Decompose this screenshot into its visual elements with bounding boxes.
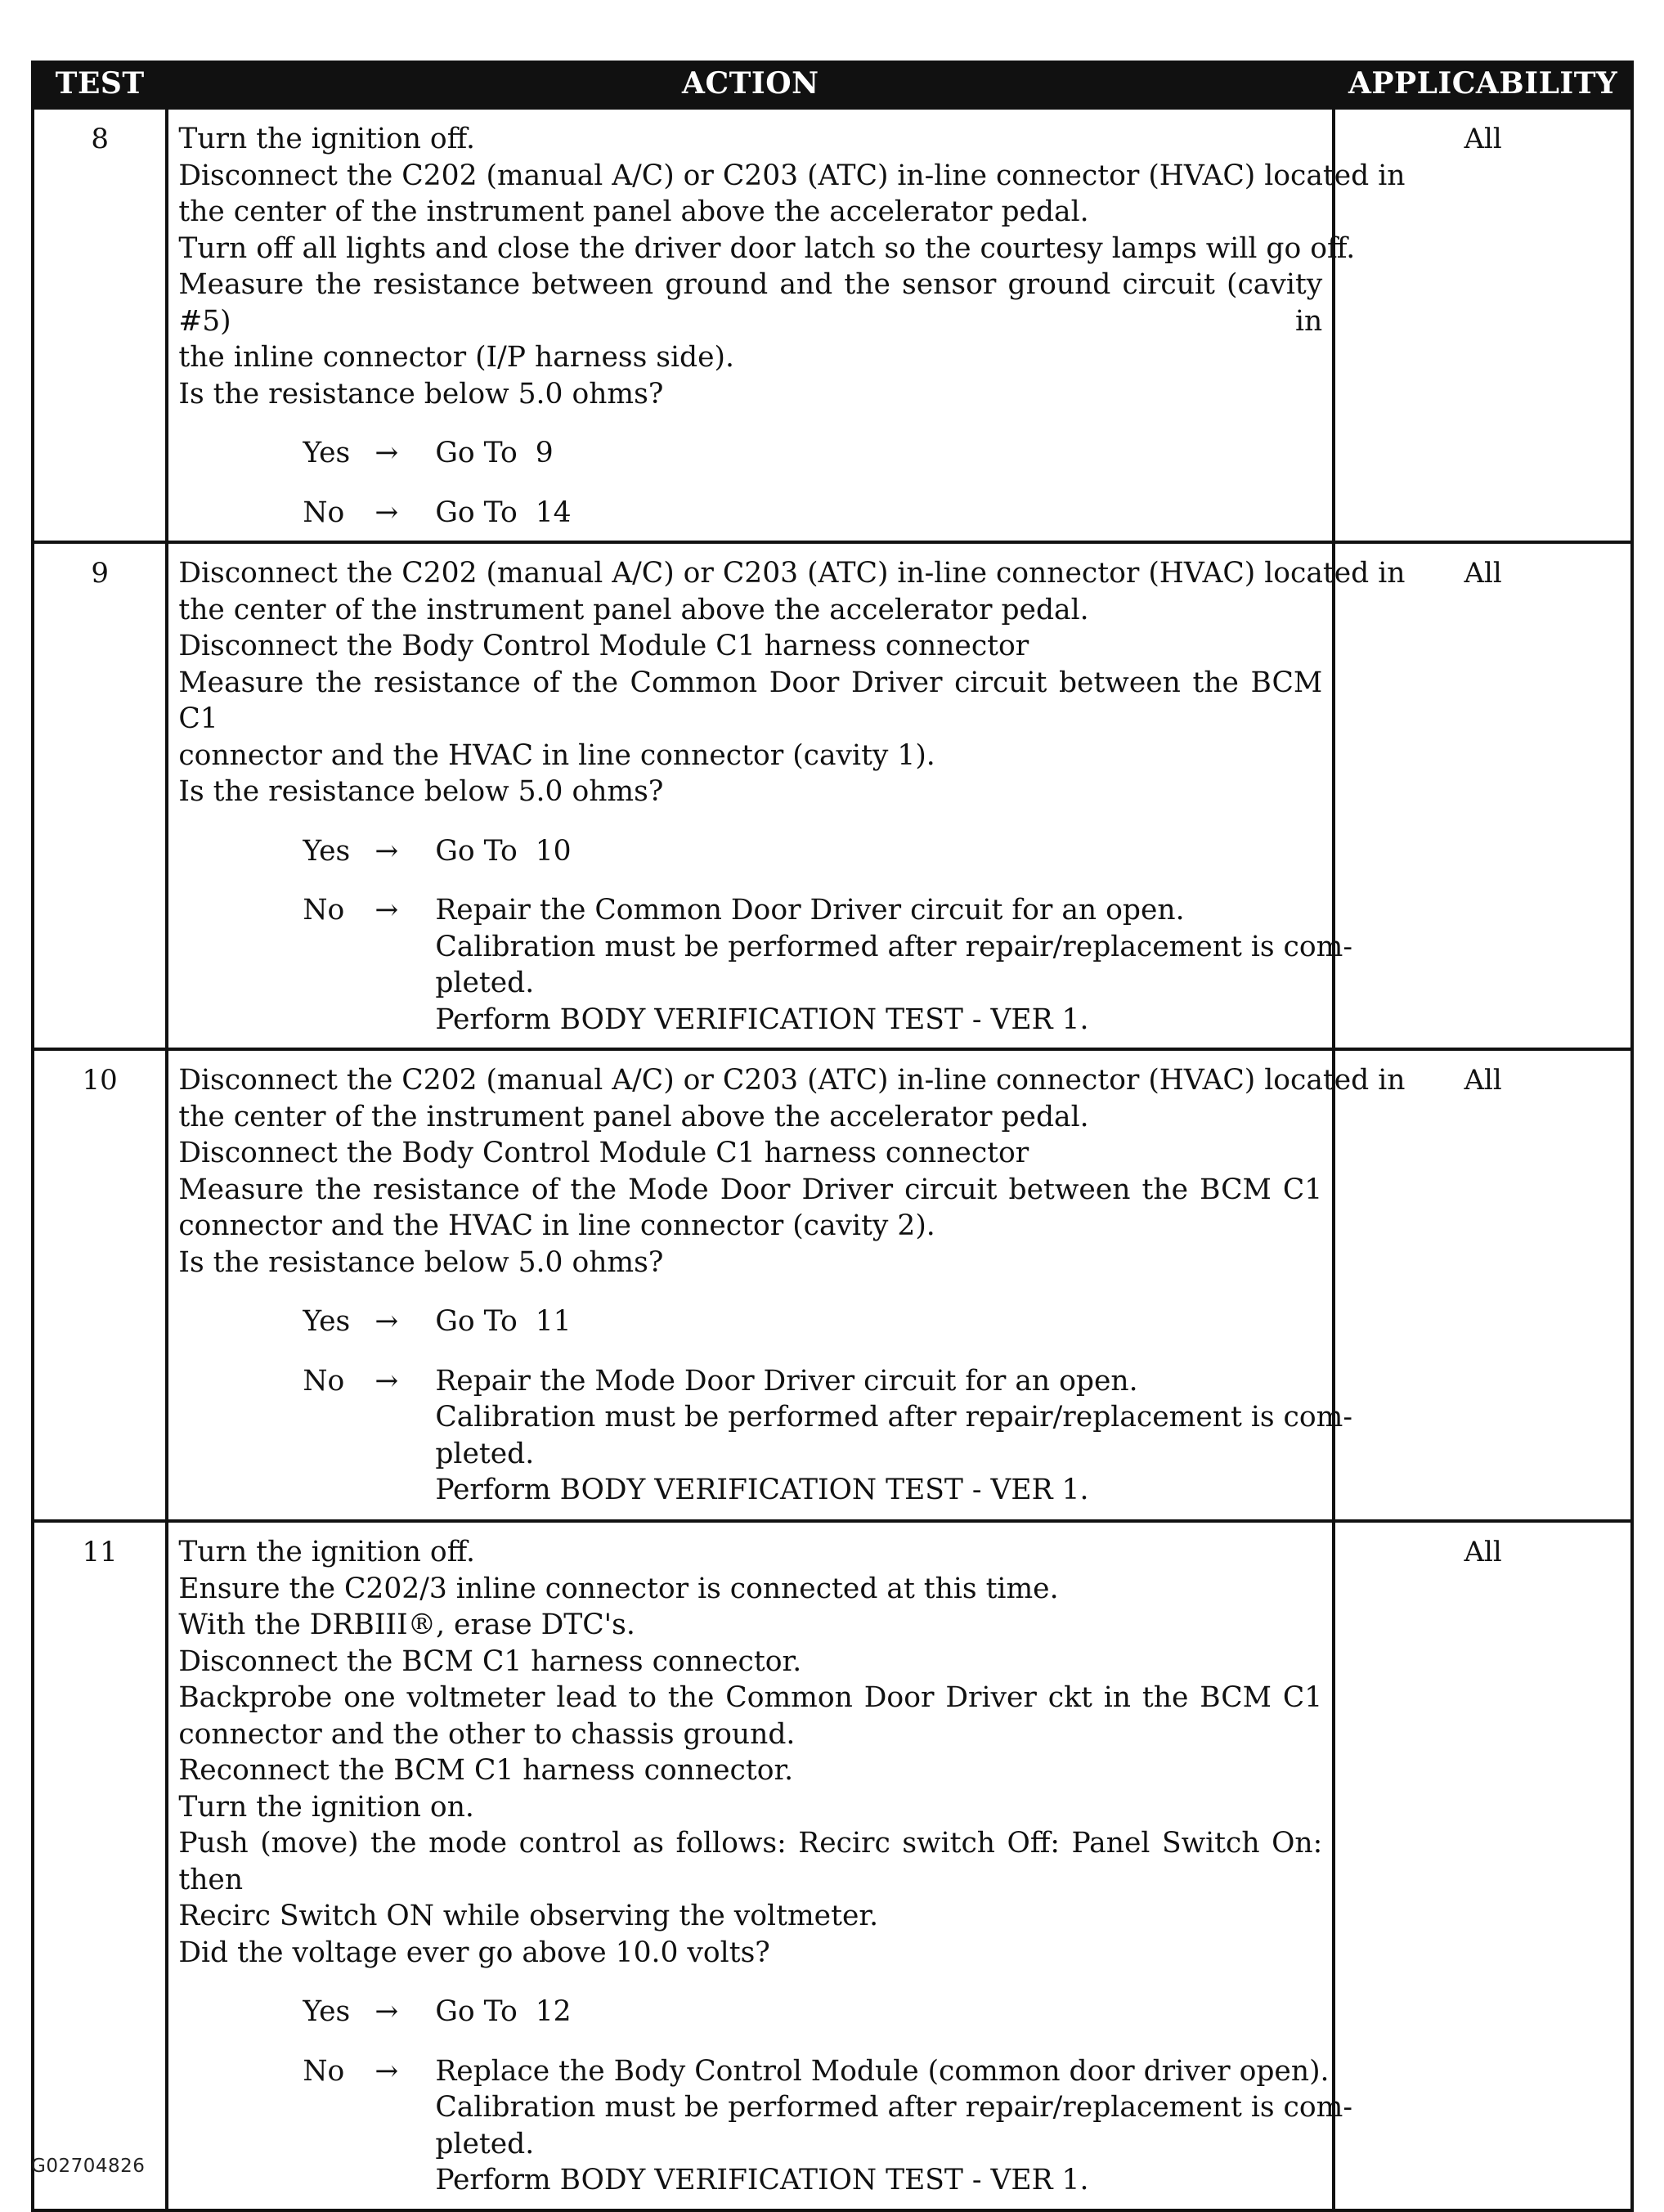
table-row bbox=[33, 108, 1632, 542]
answer-block bbox=[178, 435, 1322, 531]
table-row bbox=[33, 1049, 1632, 1521]
no-answer bbox=[178, 892, 1352, 1038]
action-line: Is the resistance below 5.0 ohms? bbox=[178, 377, 664, 411]
action-line: Backprobe one voltmeter lead to the Common Door Driver ckt in the BCM C1 bbox=[178, 1681, 1323, 1714]
arrow-icon: → bbox=[375, 2054, 399, 2088]
result-line: Replace the Body Control Module (common door driver open). bbox=[435, 2054, 1330, 2088]
goto-line bbox=[435, 435, 1322, 472]
answer-block bbox=[178, 1994, 1352, 2199]
action-line: Push (move) the mode control as follows: Recirc switch Off: Panel Switch On: then bbox=[178, 1827, 1323, 1896]
applicability: All bbox=[1334, 1049, 1632, 1521]
arrow-icon: → bbox=[375, 834, 399, 868]
yes-answer bbox=[178, 1303, 1322, 1340]
action-line: Turn the ignition off. bbox=[178, 123, 475, 155]
yes-result bbox=[435, 435, 1322, 472]
action-line: connector and the other to chassis ground. bbox=[178, 1717, 796, 1751]
applicability: All bbox=[1334, 542, 1632, 1049]
applicability: All bbox=[1334, 108, 1632, 542]
table-row bbox=[33, 1521, 1632, 2210]
action-line: Disconnect the Body Control Module C1 harness connector bbox=[178, 630, 1029, 662]
goto-line bbox=[435, 833, 1322, 870]
action-line: Is the resistance below 5.0 ohms? bbox=[178, 1245, 664, 1279]
action-line: Turn the ignition off. bbox=[178, 1536, 475, 1568]
no-label: No bbox=[303, 496, 345, 529]
no-label: No bbox=[303, 1364, 345, 1398]
no-result bbox=[435, 892, 1352, 1038]
arrow-icon: → bbox=[375, 437, 399, 469]
action-line: Disconnect the C202 (manual A/C) or C203 (ATC) in-line connector (HVAC) located in bbox=[178, 1064, 1406, 1097]
yes-label: Yes bbox=[303, 437, 351, 469]
action-cell bbox=[167, 1521, 1352, 2210]
goto-line bbox=[435, 495, 1322, 532]
goto-label: Go To bbox=[435, 1995, 518, 2028]
yes-result bbox=[435, 1303, 1322, 1340]
arrow-icon: → bbox=[375, 1995, 399, 2028]
arrow-icon: → bbox=[375, 1305, 399, 1338]
action-line: Reconnect the BCM C1 harness connector. bbox=[178, 1754, 794, 1787]
no-result bbox=[435, 495, 1322, 532]
arrow-icon: → bbox=[375, 894, 399, 927]
no-result bbox=[435, 1363, 1352, 1509]
result-line: pleted. bbox=[435, 2127, 535, 2160]
result-line: Perform BODY VERIFICATION TEST - VER 1. bbox=[435, 1003, 1089, 1036]
test-number: 10 bbox=[33, 1049, 167, 1521]
action-line: Did the voltage ever go above 10.0 volts? bbox=[178, 1936, 770, 1969]
result-line: Repair the Mode Door Driver circuit for an open. bbox=[435, 1364, 1138, 1398]
goto-line bbox=[435, 1994, 1322, 2030]
yes-result bbox=[435, 833, 1322, 870]
action-line: Disconnect the BCM C1 harness connector. bbox=[178, 1644, 802, 1678]
action-line: With the DRBIII®, erase DTC's. bbox=[178, 1609, 635, 1641]
result-line: Calibration must be performed after repair/replacement is com- bbox=[435, 930, 1352, 963]
diagnostic-test-table bbox=[31, 61, 1634, 2212]
answer-block bbox=[178, 1303, 1352, 1509]
action-line: connector and the HVAC in line connector (cavity 1). bbox=[178, 738, 935, 772]
goto-target: 10 bbox=[535, 834, 572, 868]
no-label: No bbox=[303, 894, 345, 927]
result-line: Perform BODY VERIFICATION TEST - VER 1. bbox=[435, 2164, 1089, 2196]
yes-result bbox=[435, 1994, 1322, 2030]
goto-label: Go To bbox=[435, 437, 518, 469]
table-body bbox=[33, 108, 1632, 2210]
yes-label: Yes bbox=[303, 1995, 351, 2028]
header-action: ACTION bbox=[167, 62, 1334, 108]
applicability: All bbox=[1334, 1521, 1632, 2210]
yes-label: Yes bbox=[303, 834, 351, 868]
goto-target: 14 bbox=[535, 496, 572, 529]
goto-target: 9 bbox=[535, 437, 554, 469]
no-label: No bbox=[303, 2054, 345, 2088]
action-cell bbox=[167, 1049, 1406, 1521]
action-cell bbox=[167, 108, 1406, 542]
goto-label: Go To bbox=[435, 1305, 518, 1338]
action-line: Recirc Switch ON while observing the voltmeter. bbox=[178, 1900, 879, 1932]
action-line: Is the resistance below 5.0 ohms? bbox=[178, 775, 664, 808]
table-row bbox=[33, 542, 1632, 1049]
result-line: Calibration must be performed after repair/replacement is com- bbox=[435, 1401, 1352, 1434]
action-line: Measure the resistance of the Mode Door Driver circuit between the BCM C1 bbox=[178, 1173, 1323, 1206]
yes-answer bbox=[178, 1994, 1322, 2030]
table-header-row bbox=[33, 62, 1632, 108]
result-line: Repair the Common Door Driver circuit for an open. bbox=[435, 894, 1185, 927]
action-line: Measure the resistance between ground and the sensor ground circuit (cavity #5) in bbox=[178, 268, 1323, 338]
header-applicability: APPLICABILITY bbox=[1334, 62, 1632, 108]
action-line: the center of the instrument panel above the accelerator pedal. bbox=[178, 1100, 1089, 1133]
result-line: pleted. bbox=[435, 967, 535, 999]
test-number: 9 bbox=[33, 542, 167, 1049]
figure-code: G02704826 bbox=[31, 2156, 146, 2177]
no-answer bbox=[178, 495, 1322, 532]
goto-target: 11 bbox=[535, 1305, 572, 1338]
action-line: Turn off all lights and close the driver door latch so the courtesy lamps will go off. bbox=[178, 231, 1356, 265]
answer-block bbox=[178, 833, 1352, 1039]
action-line: connector and the HVAC in line connector (cavity 2). bbox=[178, 1209, 935, 1242]
action-line: Turn the ignition on. bbox=[178, 1790, 474, 1824]
action-line: Disconnect the C202 (manual A/C) or C203 (ATC) in-line connector (HVAC) located in bbox=[178, 159, 1406, 192]
result-line: pleted. bbox=[435, 1437, 535, 1470]
goto-label: Go To bbox=[435, 496, 518, 529]
action-cell bbox=[167, 542, 1406, 1049]
goto-line bbox=[435, 1303, 1322, 1340]
goto-label: Go To bbox=[435, 834, 518, 868]
action-line: the center of the instrument panel above the accelerator pedal. bbox=[178, 593, 1089, 626]
yes-label: Yes bbox=[303, 1305, 351, 1338]
action-line: Disconnect the C202 (manual A/C) or C203 (ATC) in-line connector (HVAC) located in bbox=[178, 557, 1406, 590]
result-line: Perform BODY VERIFICATION TEST - VER 1. bbox=[435, 1474, 1089, 1506]
yes-answer bbox=[178, 833, 1322, 870]
header-test: TEST bbox=[33, 62, 167, 108]
yes-answer bbox=[178, 435, 1322, 472]
test-number: 11 bbox=[33, 1521, 167, 2210]
arrow-icon: → bbox=[375, 496, 399, 529]
no-answer bbox=[178, 1363, 1352, 1509]
goto-target: 12 bbox=[535, 1995, 572, 2028]
arrow-icon: → bbox=[375, 1364, 399, 1398]
action-line: the inline connector (I/P harness side). bbox=[178, 341, 734, 374]
test-number: 8 bbox=[33, 108, 167, 542]
no-answer bbox=[178, 2053, 1352, 2199]
result-line: Calibration must be performed after repair/replacement is com- bbox=[435, 2091, 1352, 2124]
action-line: Ensure the C202/3 inline connector is connected at this time. bbox=[178, 1572, 1059, 1605]
action-line: Measure the resistance of the Common Door Driver circuit between the BCM C1 bbox=[178, 666, 1323, 735]
action-line: Disconnect the Body Control Module C1 harness connector bbox=[178, 1137, 1029, 1169]
no-result bbox=[435, 2053, 1352, 2199]
action-line: the center of the instrument panel above the accelerator pedal. bbox=[178, 195, 1089, 228]
